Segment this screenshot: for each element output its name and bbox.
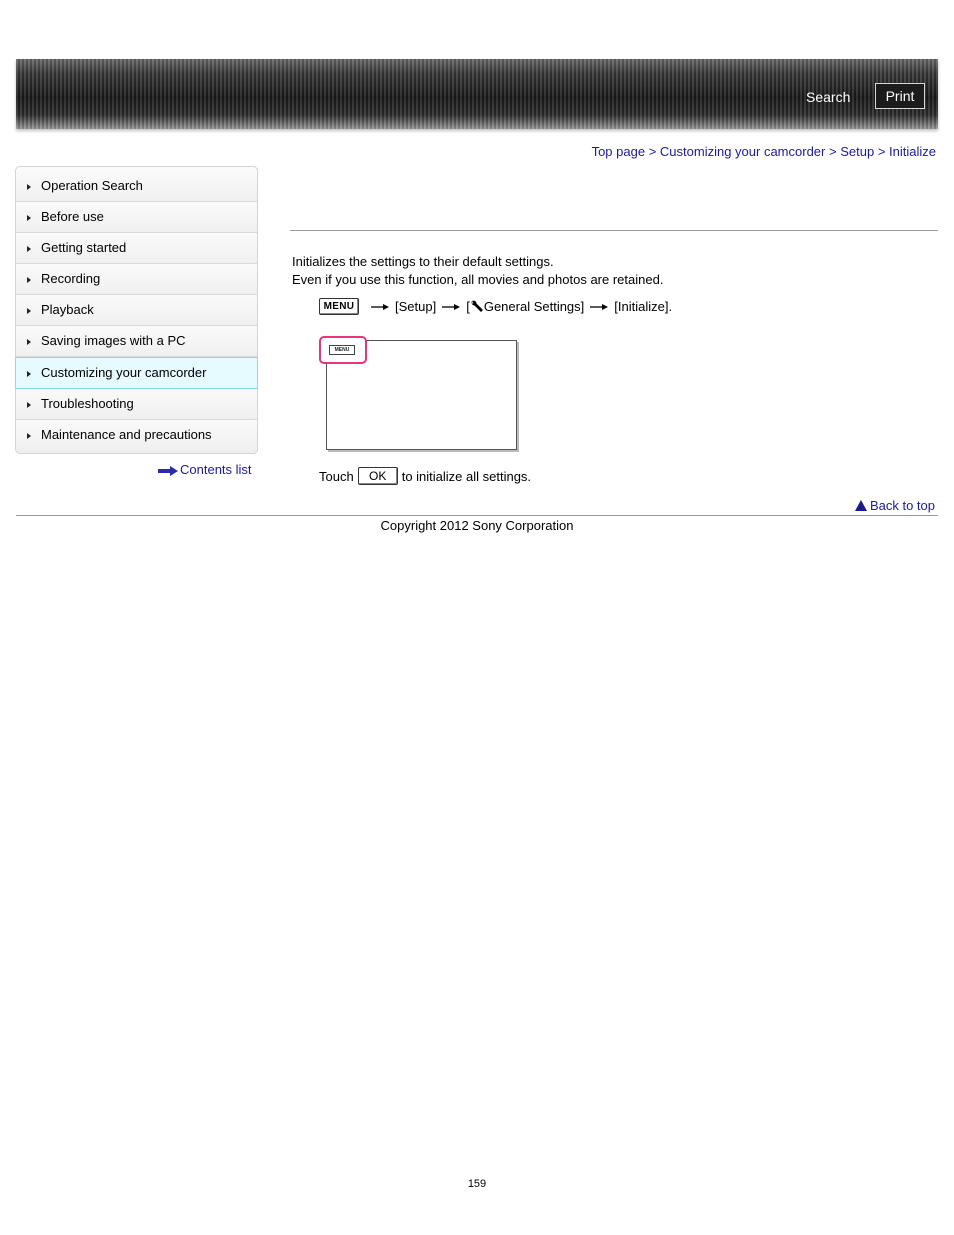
arrow-right-icon bbox=[371, 303, 389, 311]
contents-list-link[interactable] bbox=[158, 462, 252, 477]
arrow-right-icon bbox=[442, 303, 460, 311]
triangle-right-icon bbox=[27, 339, 31, 345]
sidebar-item-getting-started[interactable] bbox=[16, 233, 257, 264]
sidebar-item-before-use[interactable] bbox=[16, 202, 257, 233]
triangle-right-icon bbox=[27, 402, 31, 408]
title-divider bbox=[290, 230, 938, 231]
arrow-right-icon bbox=[590, 303, 608, 311]
back-to-top-link[interactable] bbox=[855, 498, 935, 513]
page-number: 159 bbox=[467, 1178, 487, 1190]
triangle-right-icon bbox=[27, 215, 31, 221]
touch-instruction bbox=[319, 467, 531, 485]
sidebar-item-label: Customizing your camcorder bbox=[41, 365, 207, 380]
breadcrumb-setup[interactable]: Setup bbox=[840, 144, 875, 159]
triangle-right-icon bbox=[27, 371, 31, 377]
triangle-up-icon bbox=[855, 500, 867, 511]
sidebar-item-label: Operation Search bbox=[41, 178, 143, 193]
sidebar-item-label: Saving images with a PC bbox=[41, 333, 186, 348]
triangle-right-icon bbox=[27, 246, 31, 252]
triangle-right-icon bbox=[27, 184, 31, 190]
triangle-right-icon bbox=[27, 308, 31, 314]
triangle-right-icon bbox=[27, 277, 31, 283]
description-line-2: Even if you use this function, all movies and photos are retained. bbox=[292, 272, 664, 287]
breadcrumb-top-page[interactable]: Top page bbox=[591, 144, 646, 159]
sidebar-item-recording[interactable] bbox=[16, 264, 257, 295]
breadcrumb-separator: > bbox=[877, 144, 890, 159]
breadcrumb-separator: > bbox=[648, 144, 660, 159]
copyright-text: Copyright 2012 Sony Corporation bbox=[380, 518, 574, 533]
triangle-right-icon bbox=[27, 433, 31, 439]
sidebar-item-label: Recording bbox=[41, 271, 101, 286]
sidebar-nav bbox=[15, 166, 258, 454]
sidebar-item-customizing[interactable] bbox=[15, 357, 258, 389]
step-bracket: [ bbox=[466, 299, 470, 314]
step-general-settings: General Settings] bbox=[483, 299, 585, 314]
step-setup: [Setup] bbox=[395, 299, 437, 314]
breadcrumb-initialize[interactable]: Initialize bbox=[889, 144, 936, 159]
sidebar-item-label: Before use bbox=[41, 209, 104, 224]
touch-suffix: to initialize all settings. bbox=[401, 468, 532, 484]
sidebar-item-playback[interactable] bbox=[16, 295, 257, 326]
breadcrumb-customizing[interactable]: Customizing your camcorder bbox=[659, 144, 826, 159]
contents-list-label: Contents list bbox=[180, 462, 252, 477]
sidebar-item-operation-search[interactable] bbox=[16, 171, 257, 202]
menu-button-icon: MENU bbox=[329, 345, 355, 355]
menu-highlight-callout bbox=[319, 336, 367, 364]
footer-divider bbox=[16, 515, 938, 516]
back-to-top-label: Back to top bbox=[869, 498, 935, 513]
sidebar-item-label: Getting started bbox=[41, 240, 127, 255]
description-line-1: Initializes the settings to their default settings. bbox=[292, 254, 554, 269]
sidebar-item-maintenance[interactable] bbox=[16, 420, 257, 450]
breadcrumb-separator: > bbox=[828, 144, 841, 159]
header-bar bbox=[16, 59, 938, 129]
breadcrumb bbox=[592, 144, 936, 159]
sidebar-item-label: Playback bbox=[41, 302, 94, 317]
wrench-icon bbox=[470, 300, 484, 313]
step-initialize: [Initialize]. bbox=[614, 299, 673, 314]
ok-button-icon: OK bbox=[358, 467, 398, 485]
search-link[interactable]: Search bbox=[806, 89, 851, 105]
print-button[interactable]: Print bbox=[875, 83, 925, 109]
touch-prefix: Touch bbox=[319, 468, 354, 484]
menu-button-icon: MENU bbox=[319, 298, 359, 315]
sidebar-item-label: Maintenance and precautions bbox=[41, 427, 212, 442]
sidebar-item-label: Troubleshooting bbox=[41, 396, 134, 411]
procedure-step bbox=[319, 298, 672, 315]
arrow-right-icon bbox=[158, 466, 178, 476]
sidebar-item-troubleshooting[interactable] bbox=[16, 389, 257, 420]
sidebar-item-saving-images[interactable] bbox=[16, 326, 257, 357]
